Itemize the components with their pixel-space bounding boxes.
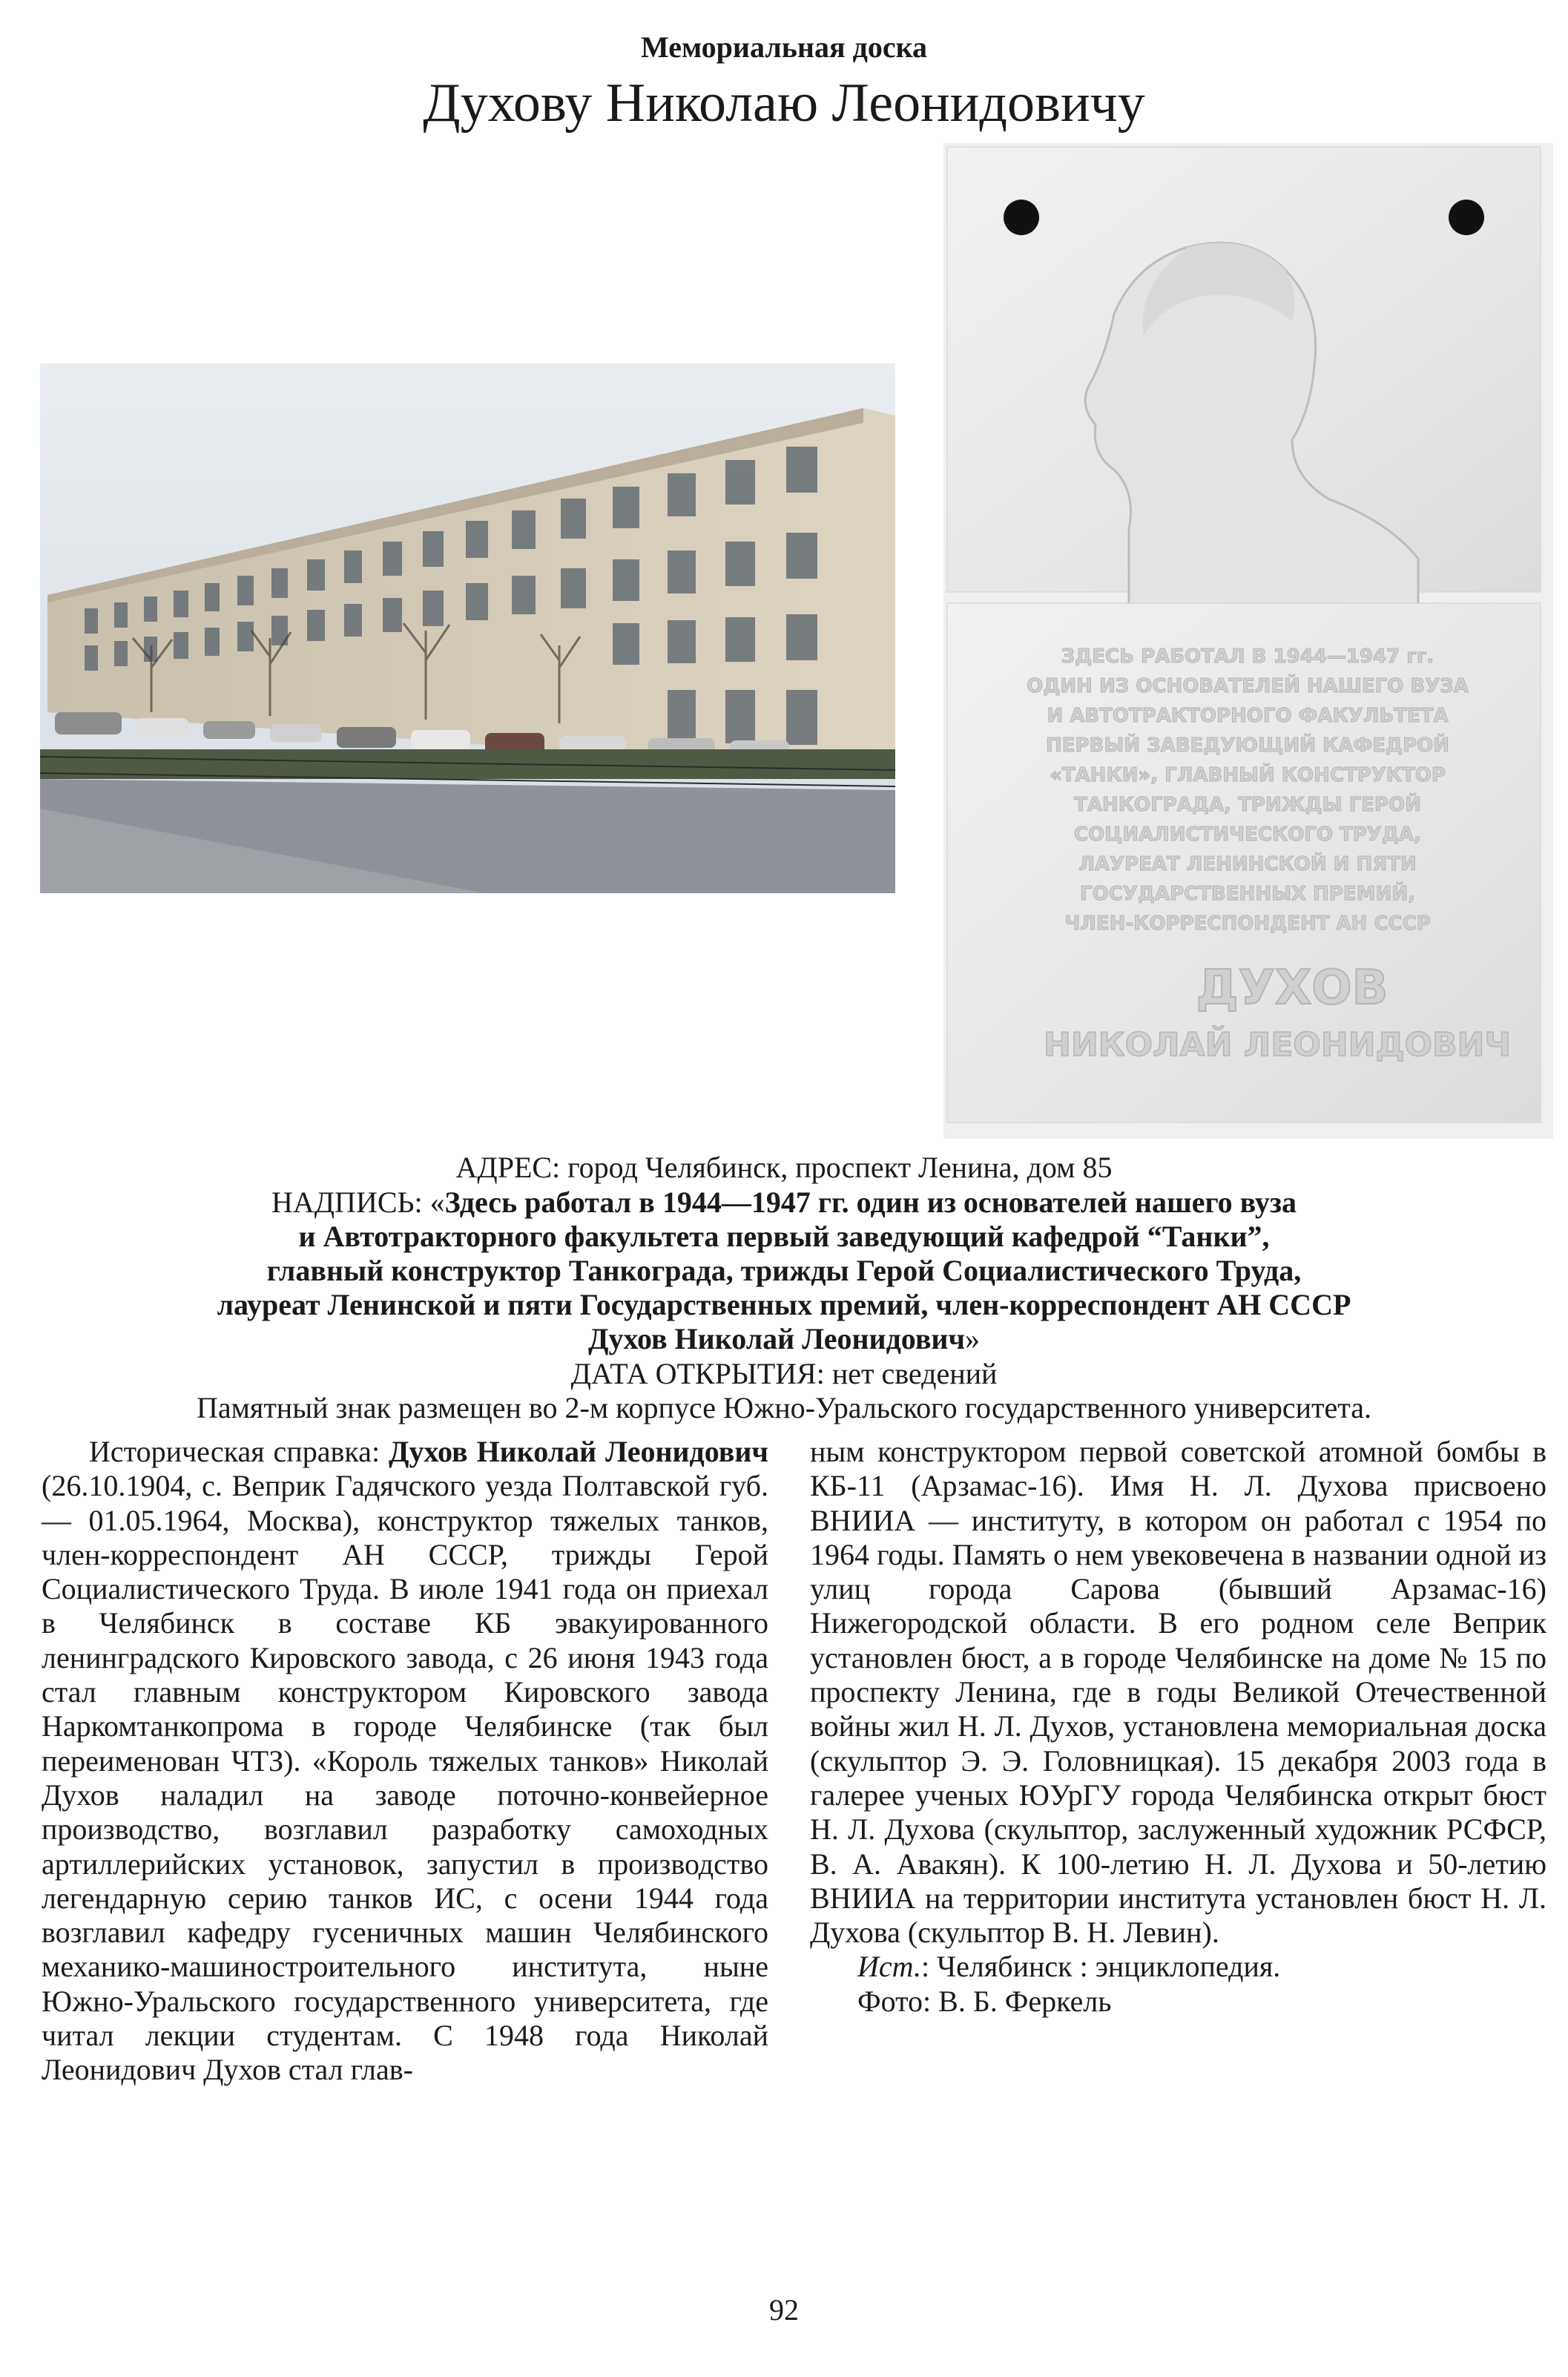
historical-text-left [42, 1435, 768, 2088]
address-line [74, 1151, 1494, 1185]
plaque-line: ОДИН ИЗ ОСНОВАТЕЛЕЙ НАШЕГО ВУЗА [1027, 675, 1469, 697]
source-label: Ист. [857, 1950, 922, 1984]
location-note: Памятный знак размещен во 2-м корпусе Южно-Уральского государственного университета. [196, 1391, 1372, 1424]
address-label: АДРЕС: [455, 1151, 561, 1184]
source-text: : Челябинск : энциклопедия. [921, 1950, 1281, 1984]
plaque-line: ЛАУРЕАТ ЛЕНИНСКОЙ И ПЯТИ [1078, 853, 1417, 875]
source-line [857, 1950, 1546, 1984]
page-supertitle: Мемориальная доска [640, 30, 928, 64]
plaque-line: И АВТОТРАКТОРНОГО ФАКУЛЬТЕТА [1047, 705, 1449, 727]
plaque-line: ПЕРВЫЙ ЗАВЕДУЮЩИЙ КАФЕДРОЙ [1045, 734, 1450, 757]
inscription-line: Духов Николай Леонидович [587, 1322, 966, 1355]
plaque-line: «ТАНКИ», ГЛАВНЫЙ КОНСТРУКТОР [1050, 764, 1446, 786]
photo-credit: Фото: В. Б. Феркель [857, 1984, 1112, 2018]
plaque-line: ГОСУДАРСТВЕННЫХ ПРЕМИЙ, [1080, 883, 1415, 905]
date-label: ДАТА ОТКРЫТИЯ: [570, 1357, 825, 1390]
inscription [74, 1186, 1494, 1356]
historical-text-right [810, 1435, 1546, 2019]
plaque-line: ЧЛЕН-КОРРЕСПОНДЕНТ АН СССР [1064, 913, 1431, 935]
right-paragraph: ным конструктором первой советской атомной бомбы в КБ-11 (Арзамас-16). Имя Н. Л. Духова присвоено ВНИИА — институту, в котором он работал с 1954 по 1964 годы. Память о нем увековечена в названии одной из улиц города Сарова (бывший Арзамас-16) Нижегородской области. В его родном селе Веприк установлен бюст, а в городе Челябинске на доме № 15 по проспекту Ленина, где в годы Великой Отечественной войны жил Н. Л. Духов, установлена мемориальная доска (скульптор Э. Э. Головницкая). 15 декабря 2003 года в галерее ученых ЮУрГУ города Челябинска открыт бюст Н. Л. Духова (скульптор, заслуженный художник РСФСР, В. А. Авакян). К 100-летию Н. Л. Духова и 50-летию ВНИИА на территории института установлен бюст Н. Л. Духова (скульптор В. Н. Левин). [810, 1435, 1546, 1950]
plaque-name: НИКОЛАЙ ЛЕОНИДОВИЧ [1044, 1026, 1511, 1064]
page-title: Духову Николаю Леонидовичу [423, 73, 1145, 134]
inscription-label: НАДПИСЬ: [271, 1186, 423, 1219]
plaque-photo [943, 143, 1553, 1139]
reference-label: Историческая справка: [89, 1435, 389, 1468]
plaque-line: ЗДЕСЬ РАБОТАЛ В 1944—1947 гг. [1061, 645, 1434, 668]
inscription-line: лауреат Ленинской и пяти Государственных премий, член-корреспондент АН СССР [217, 1288, 1351, 1321]
address-value: город Челябинск, проспект Ленина, дом 85 [567, 1151, 1113, 1184]
quote-open: « [429, 1186, 445, 1219]
person-name: Духов Николай Леонидович [389, 1435, 768, 1468]
date-value: нет сведений [831, 1357, 998, 1390]
left-paragraph [42, 1435, 768, 2088]
left-text: (26.10.1904, с. Веприк Гадячского уезда Полтавской губ. — 01.05.1964, Москва), конструктор тяжелых танков, член-корреспондент АН СССР, трижды Герой Социалистического Труда. В июле 1941 года он приехал в Челябинск в составе КБ эвакуированного ленинградского Кировского завода, с 26 июня 1943 года стал главным конструктором Кировского завода Наркомтанкопрома в городе Челябинске (так был переименован ЧТЗ). «Король тяжелых танков» Николай Духов наладил на заводе поточно-конвейерное производство, возглавил разработку самоходных артиллерийских установок, запустил в производство легендарную серию танков ИС, с осени 1944 года возглавил кафедру гусеничных машин Челябинского механико-машиностроительного института, ныне Южно-Уральского государственного университета, где читал лекции студентам. С 1948 года Николай Леонидович Духов стал глав- [42, 1469, 768, 2087]
inscription-line: Здесь работал в 1944—1947 гг. один из основателей нашего вуза [444, 1186, 1297, 1219]
plaque-line: СОЦИАЛИСТИЧЕСКОГО ТРУДА, [1073, 823, 1422, 846]
inscription-line: и Автотракторного факультета первый заведующий кафедрой “Танки”, [298, 1220, 1270, 1253]
page-number: 92 [769, 2293, 799, 2327]
plaque-surname: ДУХОВ [1196, 961, 1389, 1016]
date-line [74, 1357, 1494, 1391]
plaque-line: ТАНКОГРАДА, ТРИЖДЫ ГЕРОЙ [1074, 794, 1421, 816]
building-photo [40, 364, 895, 893]
inscription-line: главный конструктор Танкограда, трижды Герой Социалистического Труда, [266, 1254, 1302, 1287]
quote-close: » [965, 1322, 981, 1355]
